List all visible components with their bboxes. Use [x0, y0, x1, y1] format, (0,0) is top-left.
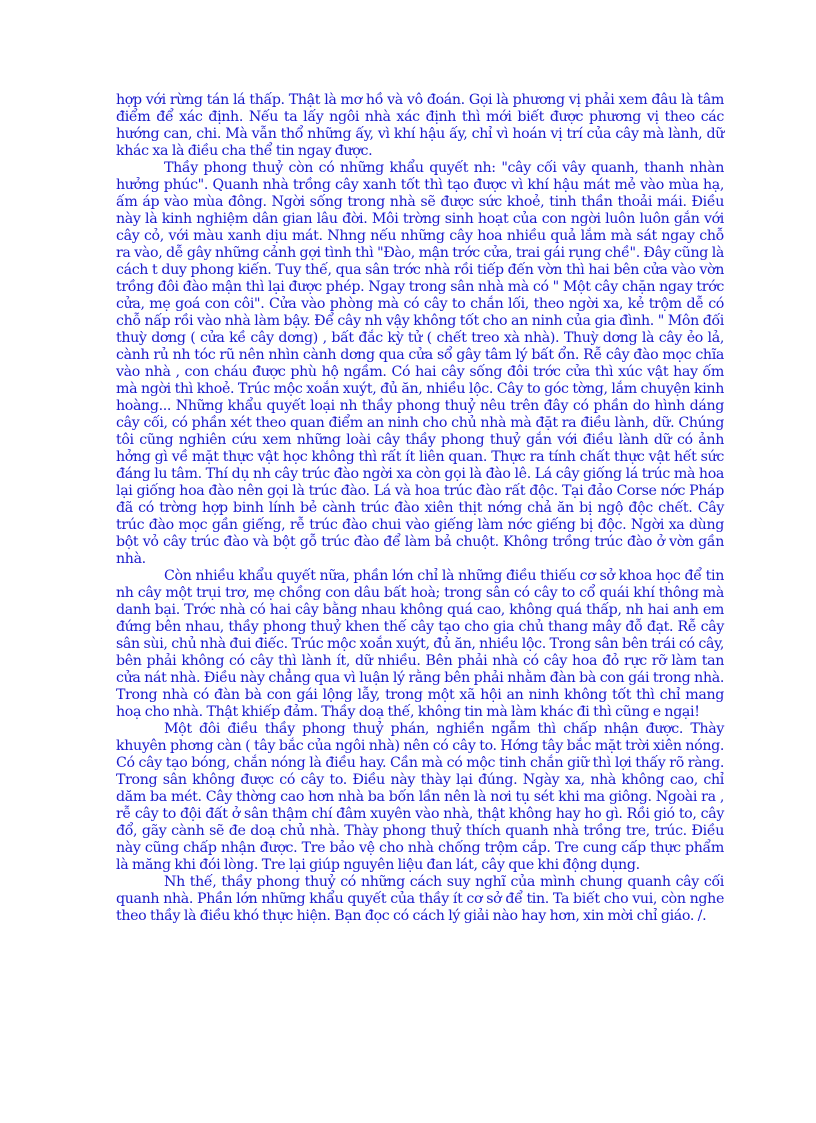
paragraph-4: Một đôi điều thầy phong thuỷ phán, nghiền ngẫm thì chấp nhận được. Thày khuyên phơng càn ( tây bắc của ngôi nhà) nên có cây to. Hớng tây bắc mặt trời xiên nóng. Có cây tạo bóng, chắn nóng là điều hay. Cần mà có mộc tinh chắn giữ thì lợi thấy rõ ràng. Trong sân không được có cây to. Điều này thày lại đúng. Ngày xa, nhà không cao, chỉ dăm ba mét. Cây thờng cao hơn nhà ba bốn lần nên là nơi tụ sét khi ma giông. Ngoài ra , rễ cây to đội đất ở sân thậm chí đâm xuyên vào nhà, thật không hay ho gì. Rồi gió to, cây đổ, gãy cành sẽ đe doạ chủ nhà. Thày phong thuỷ thích quanh nhà trồng tre, trúc. Điều này cũng chấp nhận được. Tre bảo vệ cho nhà chống trộm cắp. Tre cung cấp thực phẩm là măng khi đói lòng. Tre lại giúp nguyên liệu đan lát, cây que khi động dụng.	[116, 721, 724, 873]
paragraph-3: Còn nhiều khẩu quyết nữa, phần lớn chỉ là những điều thiếu cơ sở khoa học để tin nh cây một trụi trơ, mẹ chồng con dâu bất hoà; trong sân có cây to cổ quái khí thông mà danh bại. Trớc nhà có hai cây bằng nhau không quá cao, không quá thấp, nh hai anh em đứng bên nhau, thầy phong thuỷ khen thế cây tạo cho gia chủ thang mây đỗ đạt. Rễ cây sân sùi, chủ nhà đui điếc. Trúc mộc xoắn xuýt, đủ ăn, nhiều lộc. Trong sân bên trái có cây, bên phải không có cây thì lành ít, dữ nhiều. Bên phải nhà có cây hoa đỏ rực rỡ làm tan cửa nát nhà. Điều này chẳng qua vì luận lý rằng bên phải nhằm đàn bà con gái trong nhà. Trong nhà có đàn bà con gái lộng lẫy, trong một xã hội an ninh không tốt thì chỉ mang hoạ cho nhà. Thật khiếp đảm. Thầy doạ thế, không tin mà làm khác đi thì cũng e ngại!	[116, 568, 725, 720]
document-page	[116, 92, 724, 925]
paragraph-2: Thầy phong thuỷ còn có những khẩu quyết nh: "cây cối vây quanh, thanh nhàn hưởng phúc". Quanh nhà trồng cây xanh tốt thì tạo được vì khí hậu mát mẻ vào mùa hạ, ấm áp vào mùa đông. Ngời sống trong nhà sẽ được sức khoẻ, tinh thần thoải mái. Điều này là kinh nghiệm dân gian lâu đời. Môi trờng sinh hoạt của con ngời luôn luôn gắn với cây cỏ, với màu xanh dịu mát. Nhng nếu những cây hoa nhiều quả lắm mà sát ngay chỗ ra vào, dễ gây những cảnh gợi tình thì "Đào, mận trớc cửa, trai gái rụng chề". Đây cũng là cách t duy phong kiến. Tuy thế, qua sân trớc nhà rồi tiếp đến vờn thì hai bên cửa vào vờn trồng đôi đào mận thì lại được phép. Ngay trong sân nhà mà có " Một cây chặn ngay trớc cửa, mẹ goá con côi". Cửa vào phòng mà có cây to chắn lối, theo ngời xa, kẻ trộm dễ có chỗ nấp rồi vào nhà làm bậy. Để cây nh vậy không tốt cho an ninh của gia đình. " Môn đối thuỳ dơng ( cửa kề cây dơng) , bất đắc kỳ tử ( chết treo xà nhà). Thuỳ dơng là cây ẻo lả, cành rủ nh tóc rũ nên nhìn cành dơng qua cửa sổ gây tâm lý bất ổn. Rễ cây đào mọc chĩa vào nhà , con cháu được phù hộ ngầm. Có hai cây sống đôi trớc cửa thì xúc vật hay ốm mà ngời thì khoẻ. Trúc mộc xoắn xuýt, đủ ăn, nhiều lộc. Cây to góc tờng, lắm chuyện kinh hoàng... Những khẩu quyết loại nh thầy phong thuỷ nêu trên đây có phần do hình dáng cây cối, có phần xét theo quan điểm an ninh cho chủ nhà mà đặt ra điều lành, dữ. Chúng tôi cũng nghiên cứu xem những loài cây thầy phong thuỷ gắn với điều lành dữ có ảnh hởng gì về mặt thực vật học không thì rất ít liên quan. Thực ra tính chất thực vật hết sức đáng lu tâm. Thí dụ nh cây trúc đào ngời xa còn gọi là đào lê. Lá cây giống lá trúc mà hoa lại giống hoa đào nên gọi là trúc đào. Lá và hoa trúc đào rất độc. Tại đảo Corse nớc Pháp đã có trờng hợp binh lính bẻ cành trúc đào xiên thịt nớng chả ăn bị ngộ độc chết. Cây trúc đào mọc gần giếng, rễ trúc đào chui vào giếng làm nớc giếng bị độc. Ngời xa dùng bột vỏ cây trúc đào và bột gỗ trúc đào để làm bả chuột. Không trồng trúc đào ở vờn gần nhà.	[116, 160, 724, 567]
paragraph-1: hợp với rừng tán lá thấp. Thật là mơ hồ và vô đoán. Gọi là phương vị phải xem đâu là tâm điểm để xác định. Nếu ta lấy ngôi nhà xác định thì mới biết được phương vị theo các hướng can, chi. Mà vẫn thổ những ấy, vì khí hậu ấy, chỉ vì hoán vị trí của cây mà lành, dữ khác xa là điều cha thể tin ngay được.	[116, 92, 724, 159]
paragraph-5: Nh thế, thầy phong thuỷ có những cách suy nghĩ của mình chung quanh cây cối quanh nhà. Phần lớn những khẩu quyết của thầy ít cơ sở để tin. Ta biết cho vui, còn nghe theo thầy là điều khó thực hiện. Bạn đọc có cách lý giải nào hay hơn, xin mời chỉ giáo. /.	[116, 874, 724, 924]
